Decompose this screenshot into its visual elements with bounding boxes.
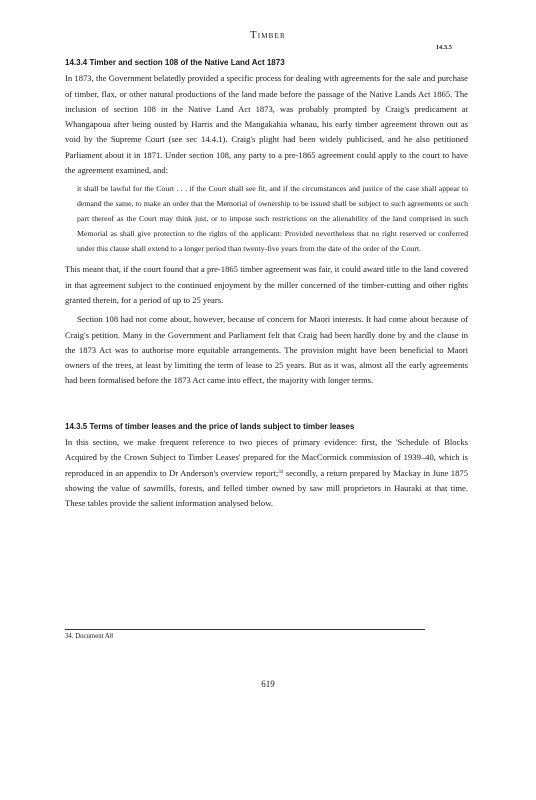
paragraph-text: In this section, we make frequent reference to two pieces of primary evidence: first, the 'Schedule of Blocks Acquired by the Crown Subject to Timber Leases' prepared for the MacCormick commission of 1939–40, which is reproduced in an appendix to Dr Anderson's overview report; (65, 437, 468, 478)
body-paragraph: Section 108 had not come about, however, because of concern for Maori interests. It had come about because of Craig's petition. Many in the Government and Parliament felt that Craig had been hardly done by and the clause in the 1873 Act was to authorise more equitable arrangements. The provision might have been beneficial to Maori owners of the trees, at least by limiting the term of lease to 25 years. But as it was, almost all the early agreements had been formalised before the 1873 Act came into effect, the majority with longer terms. (65, 314, 468, 386)
body-paragraph: This meant that, if the court found that a pre-1865 timber agreement was fair, it could award title to the land covered in that agreement subject to the continued enjoyment by the miller concerned of the timber-cutting and other rights granted therein, for a period of up to 25 years. (65, 264, 468, 305)
paragraph-text: secondly, a return prepared by Mackay in June 1875 showing the value of sawmills, forests, and felled timber owned by saw mill proprietors in Hauraki at that time. These tables provide the salient information analysed below. (65, 467, 468, 509)
running-head: Timber (250, 30, 286, 41)
section-heading-14-3-4: 14.3.4 Timber and section 108 of the Native Land Act 1873 (65, 58, 285, 67)
footnote: 34. Document A8 (65, 633, 114, 640)
block-quote: it shall be lawful for the Court . . . if the Court shall see fit, and if the circumstances and justice of the case shall appear to demand the same, to make an order that the Memorial of ownership to be issued shall be subject to such agreements or such part thereof as the Court may think just, or to impose such restrictions on the alienability of the land comprised in such Memorial as shall give protection to the rights of the applicant: Provided nevertheless that no right reserved or conferred under this clause shall extend to a longer period than twenty-five years from the date of the order of the Court. (77, 184, 468, 254)
footnote-reference: 34 (278, 469, 284, 475)
section-heading-14-3-5: 14.3.5 Terms of timber leases and the price of lands subject to timber leases (65, 421, 355, 431)
section-reference: 14.3.5 (435, 44, 452, 51)
body-paragraph (65, 435, 468, 511)
body-paragraph: In 1873, the Government belatedly provided a specific process for dealing with agreements for the sale and purchase of timber, flax, or other natural productions of the land made before the passage of the Native Lands Act 1865. The inclusion of section 108 in the Native Land Act 1873, was probably prompted by Craig's predicament at Whangapoua after being ousted by Harris and the Mangakahia whanau, his early timber agreement thrown out as void by the Supreme Court (see sec 14.4.1). Craig's plight had been widely publicised, and he also petitioned Parliament about it in 1871. Under section 108, any party to a pre-1865 agreement could apply to the court to have the agreement examined, and: (65, 73, 468, 176)
page-number: 619 (261, 679, 275, 689)
page-body (65, 55, 468, 512)
footnote-rule (65, 629, 425, 630)
